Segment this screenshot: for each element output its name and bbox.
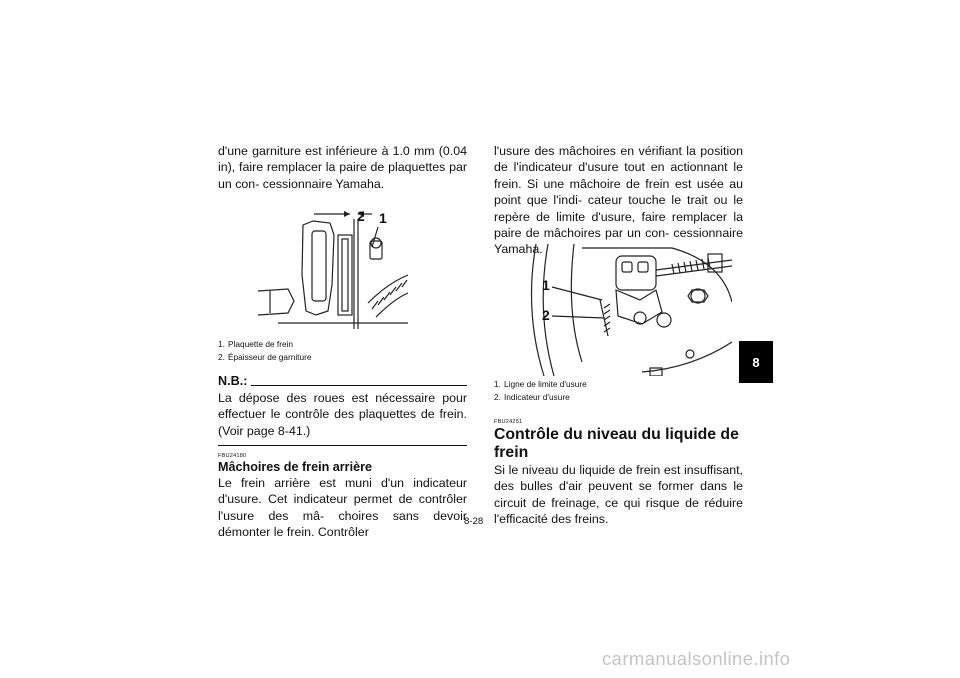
caption-item: 2. Épaisseur de garniture <box>218 352 312 362</box>
figure1-captions <box>218 338 467 364</box>
note-label: N.B.: <box>218 374 248 388</box>
note-bottom-rule <box>218 445 467 446</box>
figure2-captions <box>494 378 743 404</box>
section-text: Le frein arrière est muni d'un indicateur d'usure. Cet indicateur permet de contrôler l'usure des mâ- choires sans devoir démonter le frein. Contrôler <box>218 476 467 540</box>
brake-shoe-indicator-figure <box>522 242 732 376</box>
left-column <box>218 143 467 192</box>
section-text: Si le niveau du liquide de frein est insuffisant, des bulles d'air peuvent se former dans le circuit de freinage, ce qui risque de réduire l'efficacité des freins. <box>494 463 743 527</box>
figure2-callout-1: 1 <box>542 277 550 293</box>
figure1-callout-2: 2 <box>357 208 365 224</box>
brake-pad-figure <box>258 205 408 331</box>
left-intro-paragraph: d'une garniture est inférieure à 1.0 mm (0.04 in), faire remplacer la paire de plaquettes par un con- cessionnaire Yamaha. <box>218 144 467 191</box>
right-intro-paragraph: l'usure des mâchoires en vérifiant la position de l'indicateur d'usure tout en actionnant le frein. Si une mâchoire de frein est usée au point que l'indi- cateur touche le trait ou le repère de limite d'usure, faire remplacer la paire de mâchoires par un con- cessionnaire Yamaha. <box>494 144 743 257</box>
note-rule <box>251 385 467 386</box>
right-column <box>494 143 743 258</box>
note-text: La dépose des roues est nécessaire pour effectuer le contrôle des plaquettes de frein. (Voir page 8-41.) <box>218 391 467 438</box>
caption-item: 1. Plaquette de frein <box>218 339 294 349</box>
figure1-callout-1: 1 <box>379 210 387 226</box>
note-block <box>218 374 467 446</box>
figure2-callout-2: 2 <box>542 307 550 323</box>
chapter-tab: 8 <box>739 341 773 383</box>
section-title: Contrôle du niveau du liquide de frein <box>494 426 739 461</box>
section-code: FBU24180 <box>218 453 247 459</box>
caption-item: 1. Ligne de limite d'usure <box>494 379 587 389</box>
section-title: Mâchoires de frein arrière <box>218 460 372 474</box>
caption-item: 2. Indicateur d'usure <box>494 392 570 402</box>
section-code: FBU24251 <box>494 419 523 425</box>
rear-shoes-section <box>218 452 467 541</box>
watermark: carmanualsonline.info <box>602 648 791 669</box>
page-number: 8-28 <box>464 516 484 527</box>
note-header <box>218 374 467 388</box>
brake-fluid-section <box>494 418 743 528</box>
